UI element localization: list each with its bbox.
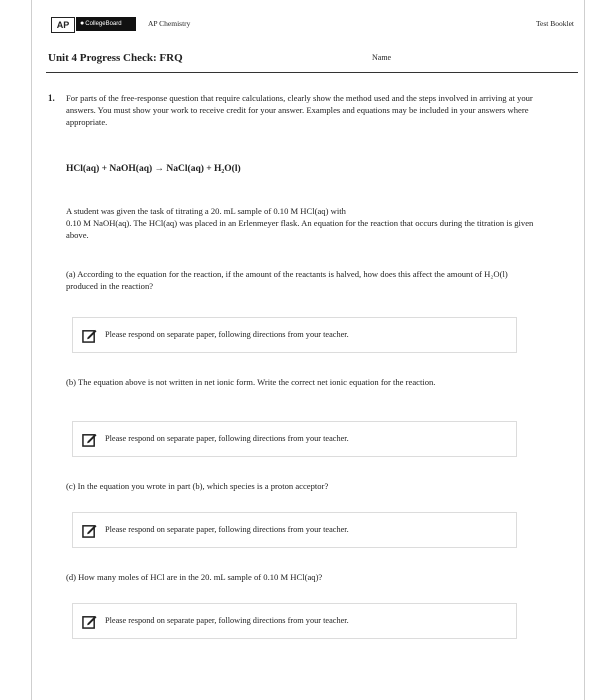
name-label: Name	[372, 53, 392, 62]
part-c-prompt: (c) In the equation you wrote in part (b), which species is a proton acceptor?	[66, 481, 329, 491]
edit-icon	[82, 432, 97, 447]
response-instruction: Please respond on separate paper, following directions from your teacher.	[105, 330, 349, 339]
response-instruction: Please respond on separate paper, following directions from your teacher.	[105, 434, 349, 443]
page-title: Unit 4 Progress Check: FRQ	[48, 52, 183, 64]
scenario-line-1: A student was given the task of titrating a 20. mL sample of 0.10 M HCl(aq) with	[66, 206, 346, 216]
course-name: AP Chemistry	[148, 19, 191, 28]
part-b-prompt: (b) The equation above is not written in net ionic form. Write the correct net ionic equation for the reaction.	[66, 377, 436, 387]
question-instructions: For parts of the free-response question that require calculations, clearly show the method used and the steps involved in arriving at your answers. You must show your work to receive credit for your answer. Examples and equations may be included in your answers where appropriate.	[66, 93, 533, 127]
page-header	[32, 12, 584, 36]
part-a-prompt: (a) According to the equation for the reaction, if the amount of the reactants is halved, how does this affect the amount of H₂O(l) produced in the reaction?	[66, 269, 508, 291]
question-number: 1.	[48, 93, 55, 103]
collegeboard-text: CollegeBoard	[85, 21, 122, 27]
part-b-response-box[interactable]	[72, 421, 517, 457]
reaction-equation: HCl(aq) + NaOH(aq) → NaCl(aq) + H₂O(l)	[66, 164, 241, 174]
question-scenario	[66, 205, 556, 241]
part-a-response-box[interactable]	[72, 317, 517, 353]
header-divider	[46, 72, 578, 73]
collegeboard-logo	[76, 17, 136, 31]
edit-icon	[82, 523, 97, 538]
scenario-line-2: 0.10 M NaOH(aq). The HCl(aq) was placed in an Erlenmeyer flask. An equation for the reaction that occurs during the titration is given above.	[66, 218, 534, 240]
edit-icon	[82, 614, 97, 629]
part-d-response-box[interactable]	[72, 603, 517, 639]
part-d-prompt: (d) How many moles of HCl are in the 20. mL sample of 0.10 M HCl(aq)?	[66, 572, 323, 582]
test-page	[31, 0, 585, 700]
acorn-icon: ●	[80, 20, 85, 27]
edit-icon	[82, 328, 97, 343]
ap-logo: AP	[51, 17, 75, 33]
part-c-response-box[interactable]	[72, 512, 517, 548]
response-instruction: Please respond on separate paper, following directions from your teacher.	[105, 616, 349, 625]
booklet-label: Test Booklet	[535, 19, 574, 28]
response-instruction: Please respond on separate paper, following directions from your teacher.	[105, 525, 349, 534]
